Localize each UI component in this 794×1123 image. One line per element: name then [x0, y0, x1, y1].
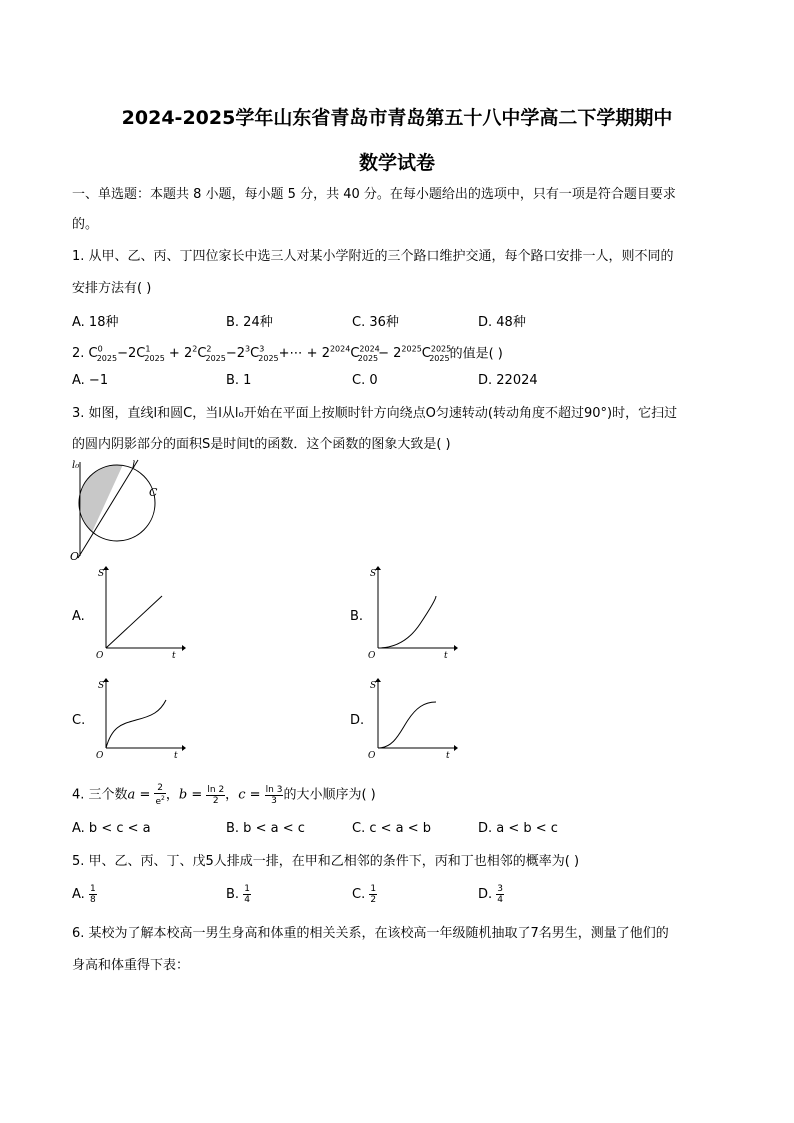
q4-options — [72, 821, 722, 839]
curve-concave-convex — [106, 700, 166, 748]
q3-main-figure — [66, 458, 166, 563]
q6-stem-line1: 6. 某校为了解本校高一男生身高和体重的相关关系，在该校高一年级随机抽取了7名男生，测量了他们的 — [72, 926, 669, 941]
q3-option-a-label[interactable]: A. — [72, 609, 85, 624]
svg-text:S: S — [98, 681, 105, 691]
svg-text:S: S — [370, 681, 377, 691]
q5-options — [72, 884, 722, 912]
q3-option-d-graph[interactable] — [364, 676, 458, 760]
q2-option-d[interactable]: D. 22024 — [478, 373, 538, 388]
q5-stem: 5. 甲、乙、丙、丁、戊5人排成一排，在甲和乙相邻的条件下，丙和丁也相邻的概率为( ) — [72, 854, 580, 869]
q6-stem-line2: 身高和体重得下表： — [72, 958, 190, 973]
label-o: O — [70, 550, 80, 563]
curve-linear — [106, 596, 162, 648]
q3-option-b-label[interactable]: B. — [350, 609, 364, 624]
q2-option-c[interactable]: C. 0 — [352, 373, 378, 388]
svg-text:t: t — [172, 651, 176, 661]
q3-option-a-graph[interactable] — [92, 564, 186, 661]
svg-text:O: O — [368, 751, 376, 760]
q4-option-c[interactable]: C. c < a < b — [352, 821, 432, 836]
q4-option-b[interactable]: B. b < a < c — [226, 821, 305, 836]
q3-stem-line1: 3. 如图，直线l和圆C，当l从l₀开始在平面上按顺时针方向绕点O匀速转动(转动角度不超过90°)时，它扫过 — [72, 406, 678, 421]
q4-stem: 4. 三个数a = $\frac{2}{e^2}$ ，b = $\frac{\ln 2}{2}$ ，c = $\frac{\ln 3}{3}$ 的大小顺序为( ) — [72, 783, 376, 807]
q5-option-a[interactable]: A. $\frac{1}{8}$ — [72, 884, 96, 905]
svg-text:S: S — [98, 569, 105, 579]
label-l: l — [132, 460, 136, 471]
q4-option-d[interactable]: D. a < b < c — [478, 821, 558, 836]
q2-stem-suffix: 的值是( ) — [449, 346, 503, 362]
q5-option-b[interactable]: B. $\frac{1}{4}$ — [226, 884, 250, 905]
q1-option-d[interactable]: D. 48种 — [478, 315, 526, 330]
q1-stem-line2: 安排方法有( ) — [72, 281, 152, 296]
q2-stem — [72, 341, 503, 368]
q4-stem-suffix: 的大小顺序为( ) — [283, 787, 376, 803]
q2-formula: 2. $C^0_{2025}-2C^1_{2025}$ + $2^2C^2_{2025}-2^3C^3_{2025}+\cdots + 2^{2024}C^{2024}_{2025}- 2^{2025}C^{2025}_{2025}$ — [72, 345, 452, 363]
curve-s-shape — [378, 702, 436, 748]
shaded-region — [80, 458, 126, 554]
q5-option-d[interactable]: D. $\frac{3}{4}$ — [478, 884, 504, 905]
svg-text:O: O — [368, 651, 376, 661]
q1-stem-line1: 1. 从甲、乙、丙、丁四位家长中选三人对某小学附近的三个路口维护交通，每个路口安排一人，则不同的 — [72, 249, 674, 264]
q2-options — [72, 373, 722, 391]
q1-options — [72, 311, 722, 329]
section-instructions-line1: 一、单选题：本题共 8 小题，每小题 5 分，共 40 分。在每小题给出的选项中，只有一项是符合题目要求 — [72, 187, 676, 202]
q1-option-a[interactable]: A. 18种 — [72, 315, 119, 330]
q5-option-c[interactable]: C. $\frac{1}{2}$ — [352, 884, 377, 905]
q3-option-c-graph[interactable] — [92, 676, 186, 760]
label-l0: l₀ — [72, 460, 80, 471]
q4-stem-prefix: 4. 三个数 — [72, 787, 128, 803]
q3-option-b-graph[interactable] — [364, 564, 458, 661]
exam-title: 2024-2025学年山东省青岛市青岛第五十八中学高二下学期期中 — [121, 107, 673, 129]
svg-text:t: t — [444, 651, 448, 661]
q2-option-b[interactable]: B. 1 — [226, 373, 252, 388]
label-c: C — [149, 486, 158, 499]
svg-text:t: t — [446, 751, 450, 760]
curve-convex — [378, 596, 436, 648]
svg-text:S: S — [370, 569, 377, 579]
q3-option-d-label[interactable]: D. — [350, 713, 365, 728]
svg-text:O: O — [96, 651, 104, 661]
q4-option-a[interactable]: A. b < c < a — [72, 821, 151, 836]
q4-formula: a — [127, 787, 136, 803]
q2-option-a[interactable]: A. −1 — [72, 373, 109, 388]
svg-text:t: t — [174, 751, 178, 760]
q3-stem-line2: 的圆内阴影部分的面积S是时间t的函数．这个函数的图象大致是( ) — [72, 437, 451, 452]
section-instructions-line2: 的。 — [72, 217, 99, 232]
svg-text:O: O — [96, 751, 104, 760]
q3-option-c-label[interactable]: C. — [72, 713, 86, 728]
exam-subtitle: 数学试卷 — [358, 152, 435, 174]
q1-option-b[interactable]: B. 24种 — [226, 315, 273, 330]
q1-option-c[interactable]: C. 36种 — [352, 315, 399, 330]
